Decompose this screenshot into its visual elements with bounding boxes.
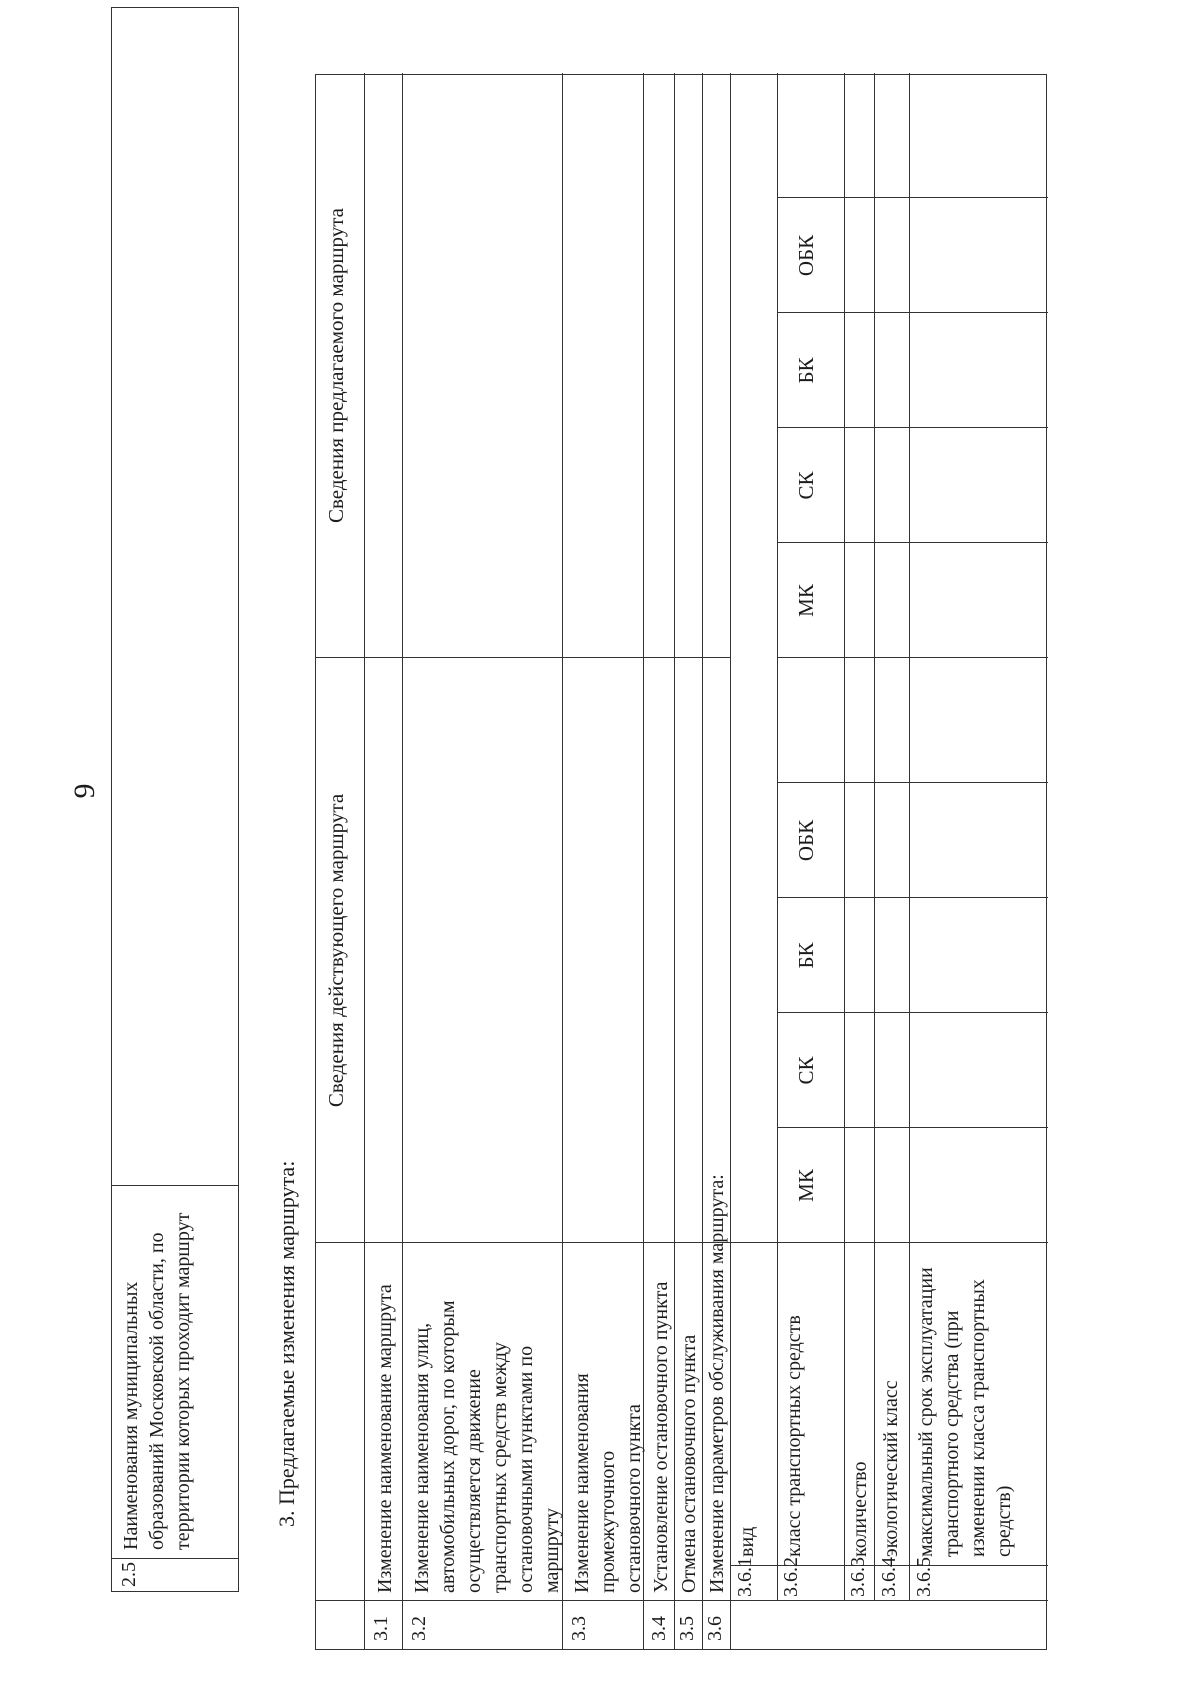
class-label-proposed-sk: СК <box>794 471 818 500</box>
page-number: 9 <box>68 783 101 799</box>
row-divider <box>674 73 675 1649</box>
row-number: 3.3 <box>568 1616 590 1641</box>
header-proposed-route: Сведения предлагаемого маршрута <box>324 208 348 523</box>
subrow-number: 3.6.5 <box>913 1557 935 1597</box>
subrow-number: 3.6.4 <box>878 1557 900 1597</box>
row-number: 3.2 <box>408 1616 430 1641</box>
row-number: 3.6 <box>704 1616 726 1641</box>
class-label-current-mk: МК <box>794 1169 818 1202</box>
class-label-current-obk: ОБК <box>794 819 818 862</box>
row-value-cell <box>112 8 238 1185</box>
row-divider <box>402 73 403 1649</box>
subrow-number: 3.6.2 <box>780 1557 802 1597</box>
row-divider <box>702 73 703 1649</box>
row-label: Отмена остановочного пункта <box>678 1334 700 1593</box>
subrow-label: максимальный срок эксплуатации транспортного средства (при изменении класса транспортных средств) <box>915 1267 1015 1557</box>
class-label-current-sk: СК <box>794 1056 818 1085</box>
row-divider <box>364 73 365 1649</box>
section-3-title: 3. Предлагаемые изменения маршрута: <box>274 1160 299 1527</box>
row-label: Изменение наименования улиц, автомобильных дорог, по которым осуществляется движение транспортных средств между остановочными пунктами по маршруту <box>411 1300 563 1593</box>
header-current-route: Сведения действующего маршрута <box>324 793 348 1108</box>
row-divider <box>777 73 778 1601</box>
row-divider <box>844 73 845 1601</box>
class-label-proposed-mk: МК <box>794 584 818 617</box>
class-label-proposed-bk: БК <box>794 357 818 384</box>
row-label: Установление остановочного пункта <box>650 1281 672 1593</box>
section-3-table <box>315 74 1047 1650</box>
subrow-label: количество <box>849 1461 871 1557</box>
subrow-label: класс транспортных средств <box>783 1315 805 1557</box>
row-divider <box>874 73 875 1601</box>
row-label: Изменение параметров обслуживания маршрута: <box>706 1174 728 1593</box>
class-label-proposed-obk: ОБК <box>794 234 818 277</box>
row-number: 2.5 <box>112 1558 238 1591</box>
row-number: 3.1 <box>370 1616 392 1641</box>
subrow-number: 3.6.3 <box>847 1557 869 1597</box>
row-number: 3.4 <box>648 1616 670 1641</box>
row-divider <box>730 73 731 1649</box>
row-label: Наименования муниципальных образований Московской области, по территории которых проходит маршрут <box>112 1185 238 1558</box>
row-label: Изменение наименования промежуточного остановочного пункта <box>571 1373 645 1593</box>
row-number: 3.5 <box>676 1616 698 1641</box>
subrow-label: вид <box>736 1526 758 1557</box>
row-label: Изменение наименование маршрута <box>374 1284 396 1593</box>
section-2-5-table <box>111 7 239 1592</box>
row-divider <box>909 73 910 1601</box>
column-divider <box>316 1600 1048 1601</box>
subrow-number: 3.6.1 <box>734 1557 756 1597</box>
column-divider <box>316 1242 1048 1243</box>
class-label-current-bk: БК <box>794 942 818 969</box>
subrow-label: экологический класс <box>880 1380 902 1557</box>
column-divider <box>316 657 730 658</box>
